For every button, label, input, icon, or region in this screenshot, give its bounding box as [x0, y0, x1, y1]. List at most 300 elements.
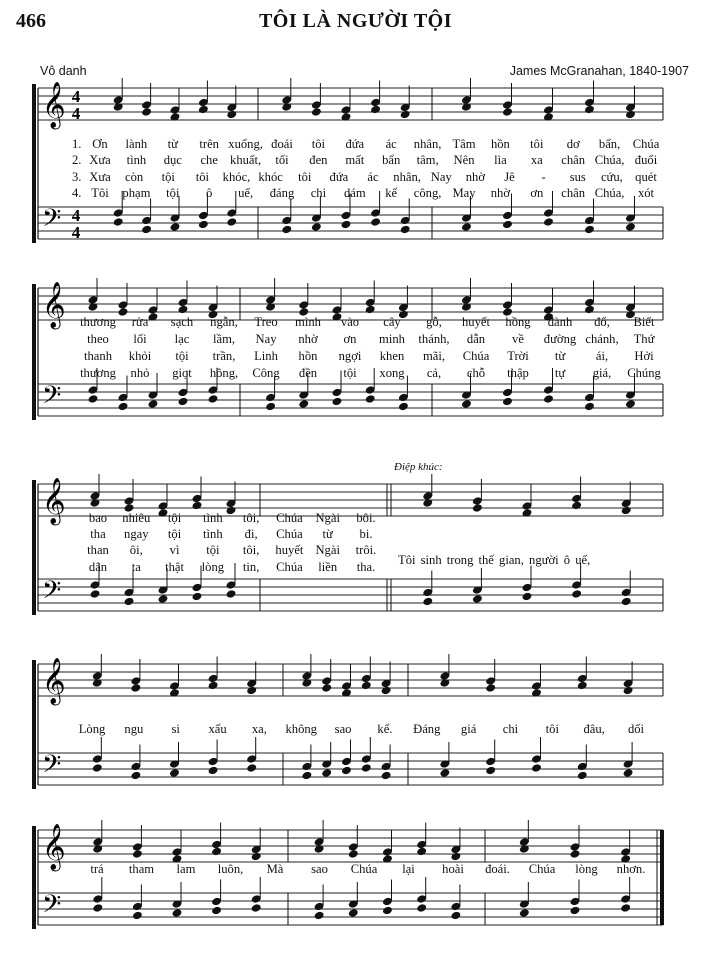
lyric-syllable: quét: [635, 169, 657, 184]
lyric-syllable: khen: [379, 349, 405, 363]
lyric-syllable: thánh,: [418, 332, 450, 346]
alto-note: [623, 686, 634, 696]
lyric-syllable: ác: [385, 137, 397, 151]
lyric-syllable: dám: [343, 185, 366, 200]
lyric-syllable: che: [200, 153, 218, 168]
bass-note: [370, 217, 381, 227]
lyric-syllable: thương: [80, 315, 116, 329]
alto-note: [321, 683, 332, 693]
lyric-syllable: tâm,: [416, 153, 439, 168]
lyric-syllable: mãi,: [422, 349, 446, 363]
lyric-syllable: huyết: [462, 315, 490, 329]
lyric-syllable: tự: [554, 366, 566, 380]
lyric-syllable: xa,: [251, 722, 267, 736]
bass-note: [88, 394, 99, 404]
lyric-syllable: Ngài: [315, 511, 340, 525]
lyric-syllable: đoái: [271, 137, 293, 151]
lyric-syllable: vì: [169, 543, 180, 558]
lyric-syllable: Lòng: [78, 722, 106, 736]
bass-note: [485, 766, 496, 776]
bass-note: [519, 908, 530, 918]
bass-note: [502, 220, 513, 230]
lyric-syllable: tình: [203, 511, 223, 525]
lyric-syllable: nhiêu: [122, 511, 151, 525]
bass-note: [265, 402, 276, 412]
lyric-syllable: sao: [311, 862, 328, 876]
lyric-syllable: Nay: [255, 332, 277, 346]
bass-note: [148, 399, 159, 409]
lyric-syllable: luôn,: [217, 862, 244, 876]
lyric-syllable: Chúa,: [594, 153, 625, 168]
lyric-syllable: Jê: [504, 169, 515, 184]
alto-note: [226, 110, 237, 120]
treble-clef-icon: 𝄞: [42, 82, 66, 128]
lyricist-credit: Vô danh: [40, 64, 87, 78]
alto-note: [251, 852, 262, 862]
lyric-syllable: đường: [543, 332, 577, 346]
bass-note: [584, 402, 595, 412]
bass-note: [625, 399, 636, 409]
alto-note: [365, 305, 376, 315]
alto-note: [208, 681, 219, 691]
bass-note: [130, 771, 141, 781]
bass-note: [620, 903, 631, 913]
lyric-syllable: tôi: [311, 137, 326, 151]
time-signature-top: 4: [71, 87, 81, 106]
bass-clef-icon: 𝄢: [42, 204, 62, 239]
lyric-syllable: từ: [167, 137, 178, 151]
verse-number: 2.: [72, 153, 82, 168]
lyric-syllable: tôi,: [242, 511, 260, 525]
lyric-syllable: lòng: [575, 862, 598, 876]
bass-note: [198, 220, 209, 230]
lyric-syllable: Chúa: [632, 137, 660, 151]
alto-note: [132, 849, 143, 859]
alto-note: [226, 506, 237, 516]
bass-note: [208, 394, 219, 404]
bass-note: [226, 217, 237, 227]
lyric-syllable: khỏi: [128, 349, 152, 363]
lyric-syllable: xấu: [208, 722, 227, 736]
lyric-syllable: không: [285, 722, 317, 736]
bass-note: [348, 908, 359, 918]
bass-note: [192, 592, 203, 602]
lyric-syllable: dẫn: [466, 332, 486, 346]
alto-note: [130, 683, 141, 693]
bass-note: [621, 597, 632, 607]
alto-note: [370, 105, 381, 115]
bass-note: [90, 589, 101, 599]
alto-note: [211, 847, 222, 857]
lyric-syllable: nhân,: [413, 137, 442, 151]
lyric-syllable: Biết: [633, 315, 655, 329]
lyric-syllable: sao: [334, 722, 352, 736]
bass-note: [571, 589, 582, 599]
lyric-syllable: chi: [310, 185, 327, 200]
lyric-syllable: đi,: [244, 527, 258, 542]
alto-note: [502, 307, 513, 317]
lyric-syllable: tôi: [530, 137, 544, 151]
lyric-syllable: ái,: [595, 349, 609, 363]
alto-note: [198, 105, 209, 115]
alto-note: [570, 849, 581, 859]
bass-note: [124, 597, 135, 607]
bass-clef-icon: 𝄢: [42, 576, 62, 611]
lyric-syllable: liền: [318, 559, 338, 574]
lyric-syllable: cứu,: [600, 169, 623, 184]
lyric-syllable: trá: [90, 862, 104, 876]
lyric-syllable: khuất,: [230, 153, 262, 168]
lyric-syllable: Chúa,: [594, 185, 625, 200]
lyric-syllable: nhân,: [393, 169, 421, 184]
lyric-syllable: Chúa: [350, 862, 378, 876]
lyric-syllable: Linh: [254, 349, 278, 363]
bass-note: [246, 763, 257, 773]
bass-note: [92, 763, 103, 773]
lyric-syllable: cả,: [426, 366, 442, 380]
lyric-syllable: từ: [322, 527, 333, 542]
alto-note: [118, 307, 129, 317]
lyric-syllable: phạm: [122, 185, 151, 200]
lyric-syllable: Nên: [453, 153, 475, 168]
lyric-syllable: ôi,: [129, 543, 143, 558]
lyric-syllable: tha.: [356, 559, 376, 574]
bass-note: [584, 225, 595, 235]
lyric-syllable: cây: [383, 315, 401, 329]
treble-clef-icon: 𝄞: [42, 282, 66, 328]
lyric-syllable: chân: [561, 153, 586, 168]
lyric-syllable: xót: [637, 185, 655, 200]
hymn-number: 466: [16, 10, 46, 32]
lyric-syllable: từ: [554, 349, 566, 363]
lyric-syllable: lìa: [494, 153, 507, 168]
bass-note: [400, 225, 411, 235]
bass-note: [321, 768, 332, 778]
bass-note: [422, 597, 433, 607]
alto-note: [571, 501, 582, 511]
alto-note: [381, 686, 392, 696]
lyric-syllable: Tôi: [91, 185, 109, 200]
lyric-syllable: dối: [627, 722, 645, 736]
lyric-syllable: Chúa: [528, 862, 556, 876]
bass-note: [341, 766, 352, 776]
verse-number: 1.: [72, 137, 82, 151]
alto-note: [246, 686, 257, 696]
lyric-syllable: tội: [343, 366, 357, 380]
lyric-syllable: hoài: [442, 862, 464, 876]
bass-note: [211, 906, 222, 916]
lyric-syllable: xuống,: [228, 137, 263, 151]
bass-note: [170, 222, 181, 232]
lyric-syllable: Chúa: [276, 559, 303, 574]
alto-note: [298, 307, 309, 317]
bass-note: [251, 903, 262, 913]
system-bracket: [32, 660, 36, 789]
lyric-syllable: ơn: [530, 185, 544, 200]
bass-note: [226, 589, 237, 599]
lyric-syllable: thương: [80, 366, 116, 380]
bass-note: [365, 394, 376, 404]
bass-note: [92, 903, 103, 913]
lyric-syllable: giá,: [592, 366, 612, 380]
alto-note: [398, 310, 409, 320]
lyric-syllable: ngợi: [338, 349, 362, 363]
system-bracket: [32, 284, 36, 420]
bass-note: [141, 225, 152, 235]
lyric-syllable: trên: [199, 137, 219, 151]
lyric-syllable: tha: [90, 527, 106, 542]
bass-note: [570, 906, 581, 916]
bass-note: [332, 397, 343, 407]
lyric-syllable: Chúng: [627, 366, 661, 380]
lyric-syllable: đuổi: [634, 153, 658, 168]
lyric-syllable: công,: [413, 185, 442, 200]
lyric-syllable: Xưa: [89, 169, 111, 184]
bass-note: [531, 763, 542, 773]
lyric-syllable: lam: [176, 862, 196, 876]
alto-note: [450, 852, 461, 862]
lyric-syllable: đứa: [329, 169, 349, 184]
system-1: [32, 78, 663, 243]
lyric-syllable: Nay: [430, 169, 452, 184]
bass-note: [625, 222, 636, 232]
lyric-syllable: kể: [385, 185, 398, 200]
alto-note: [577, 681, 588, 691]
lyric-syllable: đứa: [345, 137, 365, 151]
lyric-syllable: minh: [379, 332, 405, 346]
lyric-syllable: trần,: [212, 349, 236, 363]
bass-note: [416, 903, 427, 913]
lyric-syllable: tội: [161, 169, 175, 184]
lyric-syllable: bao: [88, 511, 108, 525]
lyric-syllable: Ơn: [92, 137, 108, 151]
alto-note: [208, 310, 219, 320]
lyric-syllable: hồn: [298, 349, 318, 363]
bass-note: [461, 399, 472, 409]
bass-note: [472, 594, 483, 604]
lyric-syllable: hồn: [490, 137, 510, 151]
lyric-syllable: Tâm: [452, 137, 476, 151]
lyric-syllable: giá: [460, 722, 477, 736]
lyric-syllable: nhờ: [490, 185, 511, 200]
bass-note: [298, 399, 309, 409]
lyric-syllable: ta: [131, 559, 141, 574]
bass-note: [502, 397, 513, 407]
system-bracket: [32, 826, 36, 929]
system-bracket: [32, 84, 36, 243]
lyric-syllable: về: [512, 332, 524, 346]
lyric-syllable: chân: [561, 185, 586, 200]
bass-note: [178, 397, 189, 407]
lyric-syllable: khóc,: [222, 169, 251, 184]
composer-credit: James McGranahan, 1840-1907: [509, 64, 689, 78]
lyric-syllable: rửa: [131, 315, 149, 329]
time-signature-bottom: 4: [71, 104, 81, 123]
lyric-syllable: bôi.: [356, 511, 376, 525]
lyric-syllable: Chúa: [276, 511, 303, 525]
lyric-syllable: tham: [128, 862, 155, 876]
lyric-syllable: kể.: [377, 722, 393, 736]
lyric-syllable: chánh,: [585, 332, 619, 346]
lyric-syllable: hồng: [505, 315, 531, 329]
bass-note: [361, 763, 372, 773]
bass-note: [118, 402, 129, 412]
alto-note: [472, 503, 483, 513]
lyric-syllable: giọt: [172, 366, 192, 380]
final-barline-thick: [660, 830, 664, 925]
system-4: [32, 654, 663, 789]
lyric-syllable: mình: [295, 315, 321, 329]
lyric-syllable: Xưa: [89, 153, 111, 168]
time-signature-bottom: 4: [71, 223, 81, 242]
lyric-syllable: Thứ: [633, 332, 655, 346]
lyric-syllable: Công: [252, 366, 280, 380]
verse-number: 4.: [72, 185, 82, 200]
lyric-syllable: bi.: [359, 527, 373, 542]
lyric-syllable: khóc: [258, 169, 283, 184]
lyric-syllable: tôi: [298, 169, 312, 184]
bass-note: [398, 402, 409, 412]
lyric-syllable: dục: [163, 153, 182, 168]
bass-note: [341, 220, 352, 230]
lyric-syllable: tình: [126, 153, 147, 168]
lyric-syllable: trôi.: [355, 543, 377, 558]
bass-note: [132, 911, 143, 921]
lyric-syllable: nhơn.: [616, 862, 646, 876]
lyric-syllable: gỗ,: [426, 315, 442, 329]
lyric-syllable: uế,: [238, 185, 254, 200]
alto-note: [192, 501, 203, 511]
bass-clef-icon: 𝄢: [42, 750, 62, 785]
bass-note: [158, 594, 169, 604]
lyric-syllable: còn: [125, 169, 144, 184]
treble-clef-icon: 𝄞: [42, 824, 66, 870]
alto-note: [584, 105, 595, 115]
bass-note: [301, 771, 312, 781]
lyric-syllable: đoái.: [485, 862, 510, 876]
alto-note: [178, 305, 189, 315]
lyric-syllable: nhờ: [465, 169, 486, 184]
lyric-syllable: dân: [88, 559, 108, 574]
time-signature-top: 4: [71, 206, 81, 225]
alto-note: [625, 110, 636, 120]
lyric-syllable: tin,: [242, 559, 260, 574]
lyric-syllable: bẩn: [382, 153, 401, 168]
bass-note: [577, 771, 588, 781]
lyric-syllable: tội: [166, 185, 180, 200]
lyric-syllable: tình: [203, 527, 223, 542]
system-3: [32, 474, 663, 615]
lyric-syllable: thập: [507, 366, 529, 380]
bass-note: [113, 217, 124, 227]
lyric-syllable: tội: [167, 511, 182, 525]
lyric-syllable: thanh: [84, 349, 112, 363]
lyric-syllable: sạch: [170, 315, 194, 329]
lyric-syllable: tôi,: [242, 543, 260, 558]
lyric-syllable: ngay: [124, 527, 149, 542]
lyric-syllable: thật: [165, 559, 185, 574]
bass-note: [381, 771, 392, 781]
lyric-syllable: si: [171, 722, 180, 736]
lyric-syllable: Mà: [266, 862, 284, 876]
bass-note: [169, 768, 180, 778]
lyric-syllable: chi: [502, 722, 519, 736]
alto-note: [416, 847, 427, 857]
lyric-syllable: huyết: [275, 543, 304, 558]
lyric-syllable: Chúa: [276, 527, 303, 542]
lyric-syllable: mất: [345, 153, 365, 168]
alto-note: [621, 506, 632, 516]
bass-note: [281, 225, 292, 235]
bass-note: [543, 394, 554, 404]
bass-note: [311, 222, 322, 232]
system-2: [32, 278, 663, 420]
lyric-syllable: tội: [167, 527, 182, 542]
lyric-syllable: lòng: [201, 559, 225, 574]
lyric-syllable: than: [87, 543, 109, 558]
lyric-syllable: nhờ: [298, 332, 318, 346]
treble-clef-icon: 𝄞: [42, 478, 66, 524]
lyric-syllable: tội: [175, 349, 189, 363]
lyric-syllable: tội: [206, 543, 220, 558]
lyric-syllable: ô: [206, 185, 213, 200]
lyric-syllable: -: [541, 169, 546, 184]
treble-clef-icon: 𝄞: [42, 658, 66, 704]
lyric-syllable: Ngài: [315, 543, 340, 558]
hymn-title: TÔI LÀ NGƯỜI TỘI: [258, 10, 453, 32]
lyric-syllable: lạc: [174, 332, 190, 346]
lyric-syllable: xa: [530, 153, 543, 168]
lyric-syllable: hồng,: [209, 366, 239, 380]
lyric-syllable: vào: [340, 315, 360, 329]
lyric-syllable: Chúa: [462, 349, 490, 363]
alto-note: [348, 849, 359, 859]
lyric-syllable: ngẫn,: [210, 315, 238, 329]
bass-note: [439, 768, 450, 778]
alto-note: [361, 681, 372, 691]
lyric-syllable: Treo: [254, 315, 278, 329]
lyric-syllable: May: [452, 185, 476, 200]
refrain-label: Điệp khúc:: [394, 461, 443, 473]
bass-note: [543, 217, 554, 227]
bass-note: [623, 768, 634, 778]
bass-note: [461, 222, 472, 232]
bass-clef-icon: 𝄢: [42, 890, 62, 925]
alto-note: [311, 107, 322, 117]
bass-note: [450, 911, 461, 921]
system-5: [32, 820, 664, 929]
lyric-syllable: tôi: [195, 169, 210, 184]
lyric-syllable: theo: [87, 332, 109, 346]
bass-note: [172, 908, 183, 918]
lyric-syllable: đâu,: [583, 722, 605, 736]
lyric-syllable: lối: [133, 332, 147, 346]
lyric-syllable: lành: [125, 137, 148, 151]
lyric-syllable: đổ,: [594, 315, 610, 329]
system-bracket: [32, 480, 36, 615]
lyric-syllable: Trời: [507, 349, 529, 363]
lyric-syllable: lầm,: [212, 332, 236, 346]
lyric-syllable: chỗ: [466, 366, 486, 380]
verse-number: 3.: [72, 169, 82, 184]
refrain-first-line: Tôi sinh trong thế gian, người ô uế,: [398, 553, 591, 567]
alto-note: [625, 310, 636, 320]
alto-note: [502, 107, 513, 117]
lyric-syllable: đáng: [269, 185, 295, 200]
lyric-syllable: ngu: [124, 722, 144, 736]
lyric-syllable: xong: [379, 366, 405, 380]
lyric-syllable: ác: [367, 169, 379, 184]
